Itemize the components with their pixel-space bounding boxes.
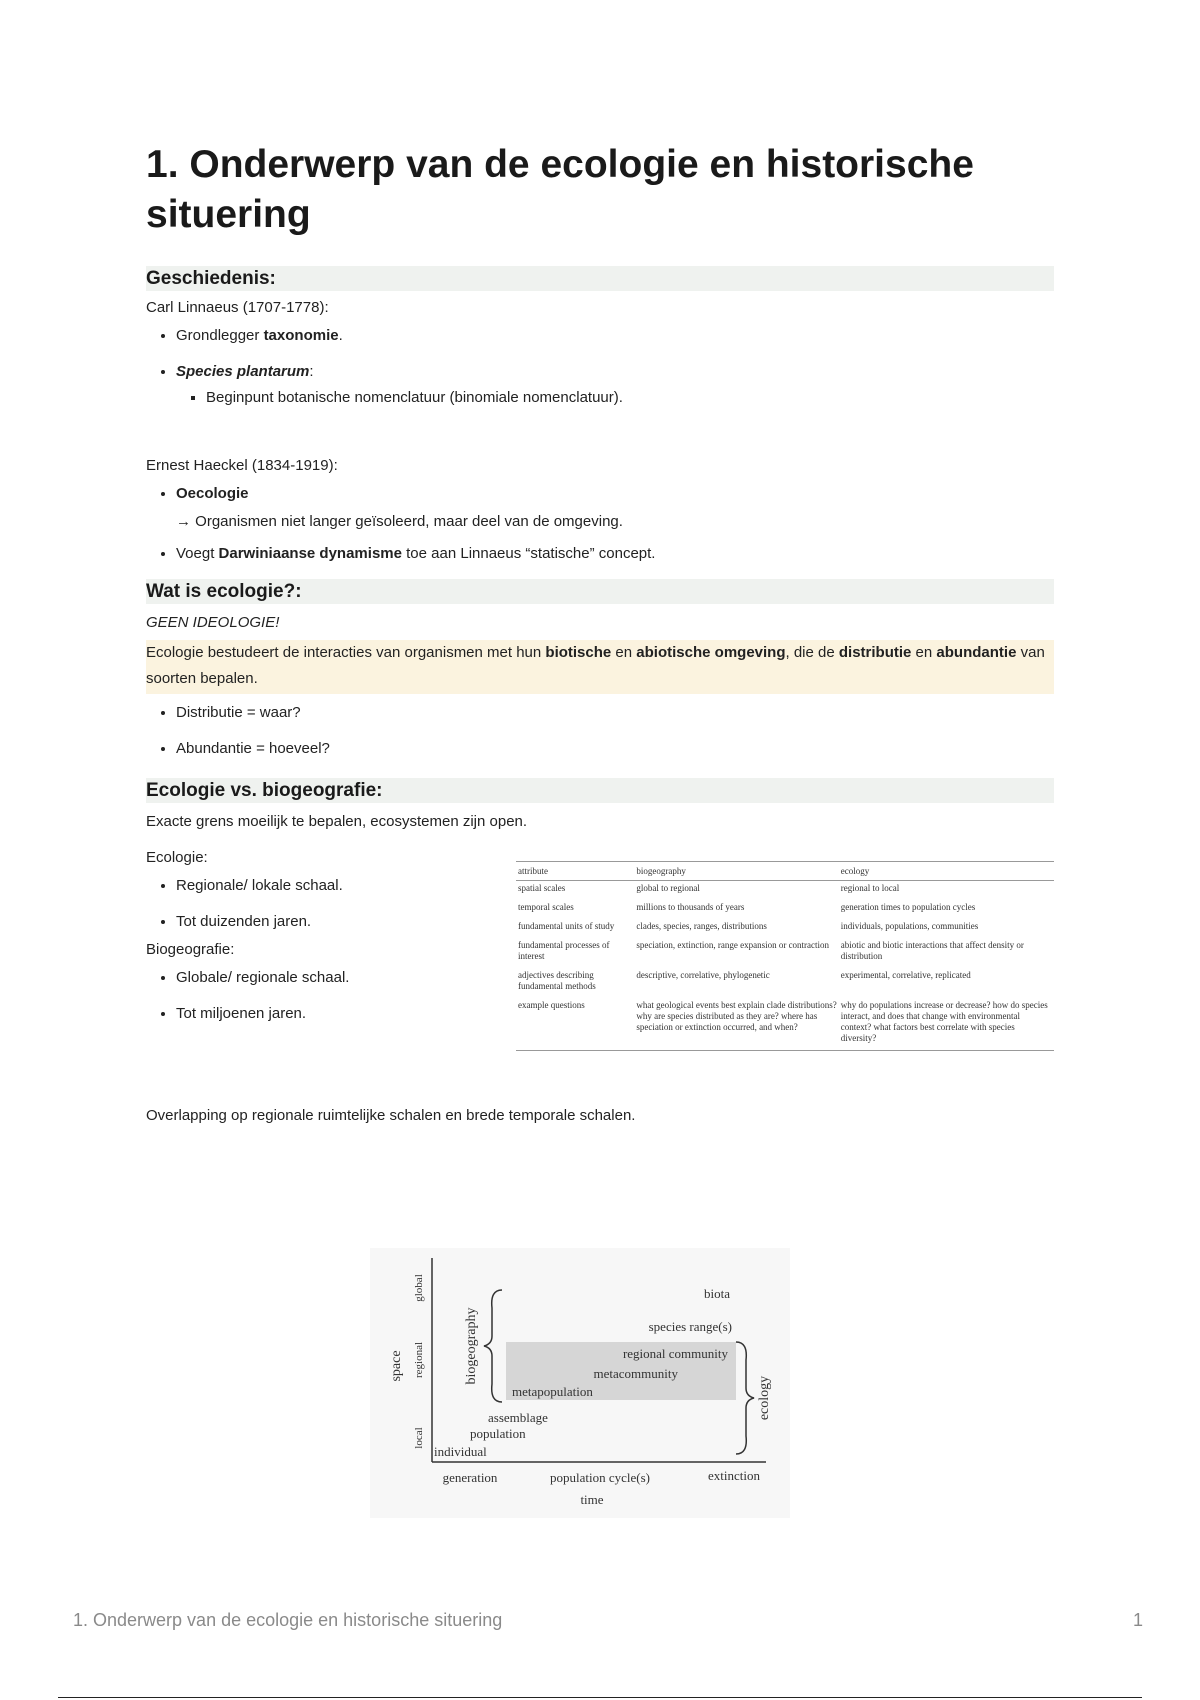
- table-cell: temporal scales: [518, 902, 574, 912]
- list-item: • Distributie = waar?: [176, 702, 1054, 724]
- page-footer: [73, 1610, 1143, 1631]
- table-cell: generation times to population cycles: [840, 902, 976, 912]
- footer-divider: [58, 1697, 1142, 1698]
- table-row: [516, 900, 1054, 919]
- list-item: ▪ Beginpunt botanische nomenclatuur (binomiale nomenclatuur).: [206, 387, 1054, 409]
- list-item: • Globale/ regionale schaal.: [176, 967, 486, 989]
- y-tick-label: regional: [413, 1341, 425, 1379]
- diagram-item: metapopulation: [512, 1384, 593, 1399]
- overlap-text: Overlapping op regionale ruimtelijke schalen en brede temporale schalen.: [146, 1107, 636, 1124]
- table-cell: individuals, populations, communities: [840, 921, 979, 931]
- list-item: • Tot duizenden jaren.: [176, 911, 486, 933]
- table-cell: regional to local: [840, 883, 900, 893]
- bold-italic-text: Species plantarum: [176, 363, 310, 380]
- list-item: • Regionale/ lokale schaal.: [176, 875, 486, 897]
- biogeography-label: biogeography: [464, 1307, 479, 1385]
- bold-text: biotische: [545, 644, 612, 661]
- diagram-item: species range(s): [648, 1319, 732, 1334]
- bold-text: Darwiniaanse dynamisme: [218, 545, 402, 562]
- table-cell: global to regional: [636, 883, 700, 893]
- section-header-ecologie: Wat is ecologie?:: [146, 579, 1054, 604]
- geen-ideologie: GEEN IDEOLOGIE!: [146, 614, 280, 631]
- table-row: [516, 998, 1054, 1051]
- y-tick-label: global: [413, 1274, 425, 1302]
- list-item: [176, 543, 1054, 565]
- diagram-item: biota: [704, 1286, 730, 1301]
- table-cell: clades, species, ranges, distributions: [636, 921, 767, 931]
- diagram-item: regional community: [622, 1346, 728, 1361]
- text: :: [309, 363, 314, 380]
- list-item: [176, 361, 1054, 383]
- text: , die de: [785, 644, 839, 661]
- table-row: [516, 881, 1054, 901]
- text: Voegt: [176, 545, 219, 562]
- table-cell: spatial scales: [518, 883, 566, 893]
- list-item: • Tot miljoenen jaren.: [176, 1003, 486, 1025]
- text: Grondlegger: [176, 327, 264, 344]
- diagram-item: individual: [434, 1444, 487, 1459]
- section-header-geschiedenis: Geschiedenis:: [146, 266, 1054, 291]
- y-tick-label: local: [413, 1427, 425, 1449]
- table-cell: example questions: [516, 998, 634, 1051]
- table-header: attribute: [516, 862, 634, 881]
- ecologie-list: [146, 702, 1054, 760]
- bold-text: abundantie: [936, 644, 1017, 661]
- x-tick-label: extinction: [708, 1468, 760, 1483]
- table-cell: fundamental processes of interest: [518, 940, 610, 961]
- list-item: [176, 483, 1054, 505]
- table-cell: millions to thousands of years: [636, 902, 745, 912]
- table-cell: descriptive, correlative, phylogenetic: [636, 970, 770, 980]
- x-tick-label: population cycle(s): [550, 1470, 650, 1485]
- table-cell: experimental, correlative, replicated: [840, 970, 971, 980]
- bold-text: taxonomie: [263, 327, 339, 344]
- scale-diagram: [370, 1248, 790, 1518]
- list-item: • Abundantie = hoeveel?: [176, 738, 1054, 760]
- table-cell: adjectives describing fundamental methods: [518, 970, 596, 991]
- text: Ecologie bestudeert de interacties van organismen met hun: [146, 644, 546, 661]
- section-header-biogeografie: Ecologie vs. biogeografie:: [146, 778, 1054, 803]
- text: en: [611, 644, 637, 661]
- x-axis-label: time: [580, 1492, 604, 1507]
- bio-list: [146, 967, 486, 1025]
- text: van soorten bepalen.: [146, 644, 1045, 687]
- page-content: [146, 140, 1054, 1127]
- eco-label: Ecologie:: [146, 849, 208, 866]
- linnaeus-sublist: [146, 387, 1054, 409]
- table-row: [516, 919, 1054, 938]
- table-cell: speciation, extinction, range expansion or contraction: [636, 940, 830, 950]
- page-title: 1. Onderwerp van de ecologie en historische situering: [146, 143, 974, 236]
- comparison-table: [516, 861, 1054, 1051]
- haeckel-list-2: [146, 543, 1054, 565]
- bio-label: Biogeografie:: [146, 941, 235, 958]
- ecology-label: ecology: [757, 1375, 772, 1421]
- haeckel-list: [146, 483, 1054, 505]
- table-row: [516, 938, 1054, 968]
- definition-callout: [146, 640, 1054, 694]
- diagram-item: population: [470, 1426, 526, 1441]
- table-cell: fundamental units of study: [518, 921, 615, 931]
- linnaeus-heading: Carl Linnaeus (1707-1778):: [146, 299, 329, 316]
- bold-text: distributie: [838, 644, 912, 661]
- table-header: biogeography: [634, 862, 838, 881]
- table-cell: abiotic and biotic interactions that affect density or distribution: [840, 940, 1024, 961]
- bold-text: abiotische omgeving: [636, 644, 786, 661]
- x-tick-label: generation: [442, 1470, 498, 1485]
- comparison-text: [146, 847, 486, 1039]
- table-cell: what geological events best explain clade distributions? why are species distributed as they are? where has speciation or extinction occurred, and when?: [634, 998, 838, 1051]
- table-header: ecology: [839, 862, 1054, 881]
- arrow-note: → Organismen niet langer geïsoleerd, maar deel van de omgeving.: [176, 513, 623, 530]
- bold-text: Oecologie: [176, 485, 249, 502]
- y-axis-label: space: [389, 1350, 404, 1382]
- footer-title: 1. Onderwerp van de ecologie en historische situering: [73, 1610, 503, 1630]
- biogeo-intro: Exacte grens moeilijk te bepalen, ecosystemen zijn open.: [146, 813, 528, 830]
- table-cell: why do populations increase or decrease? how do species interact, and does that change with environmental context? what factors best correlate with species diversity?: [839, 998, 1054, 1051]
- text: toe aan Linnaeus “statische” concept.: [401, 545, 656, 562]
- table-row: [516, 968, 1054, 998]
- eco-list: [146, 875, 486, 933]
- page-number: 1: [1132, 1610, 1143, 1630]
- list-item: [176, 325, 1054, 347]
- text: en: [911, 644, 937, 661]
- diagram-item: assemblage: [488, 1410, 548, 1425]
- linnaeus-list: [146, 325, 1054, 383]
- haeckel-heading: Ernest Haeckel (1834-1919):: [146, 457, 338, 474]
- diagram-item: metacommunity: [593, 1366, 678, 1381]
- comparison-block: [146, 847, 1054, 1097]
- text: .: [338, 327, 343, 344]
